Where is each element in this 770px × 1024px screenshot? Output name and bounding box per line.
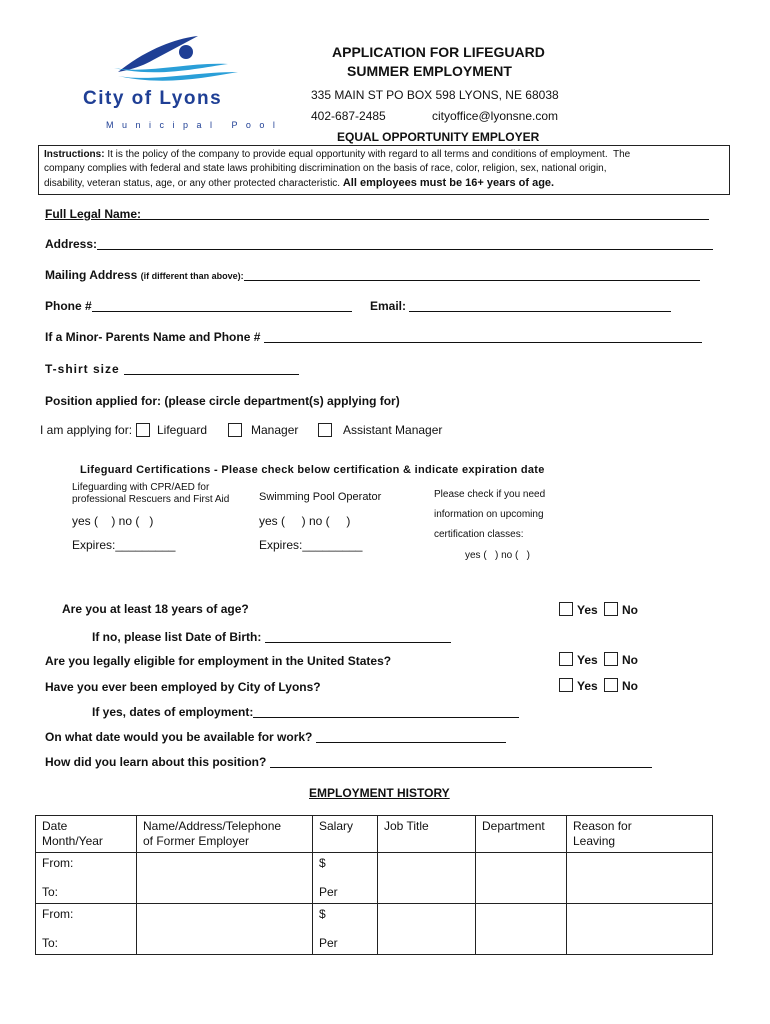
header-date: Date Month/Year xyxy=(36,816,137,853)
assistant-manager-checkbox[interactable] xyxy=(318,423,332,437)
age-no-label: No xyxy=(622,603,638,617)
header-department: Department xyxy=(476,816,567,853)
address-field[interactable] xyxy=(45,237,713,251)
department-cell[interactable] xyxy=(476,904,567,955)
date-cell[interactable]: From: To: xyxy=(36,904,137,955)
employed-no-label: No xyxy=(622,679,638,693)
reason-cell[interactable] xyxy=(567,904,713,955)
instructions-line3: disability, veteran status, age, or any other protected characteristic. All employees must be 16+ years of age. xyxy=(44,177,555,189)
learn-label: How did you learn about this position? xyxy=(45,755,267,769)
employer-cell[interactable] xyxy=(137,904,313,955)
salary-cell[interactable]: $ Per xyxy=(313,904,378,955)
cert-col1-yesno[interactable]: yes ( ) no ( ) xyxy=(72,514,154,528)
age-no-checkbox[interactable] xyxy=(604,602,618,616)
job-title-cell[interactable] xyxy=(378,853,476,904)
cert-col1-expires[interactable]: Expires:_________ xyxy=(72,538,176,552)
assistant-manager-option: Assistant Manager xyxy=(343,423,443,437)
form-title-line2: SUMMER EMPLOYMENT xyxy=(347,63,512,79)
swimmer-logo-icon xyxy=(78,28,268,88)
job-title-cell[interactable] xyxy=(378,904,476,955)
age-yes-label: Yes xyxy=(577,603,598,617)
full-name-field[interactable] xyxy=(45,207,709,221)
header-reason: Reason for Leaving xyxy=(567,816,713,853)
employment-dates-field[interactable] xyxy=(92,705,519,719)
address-label: Address: xyxy=(45,237,98,251)
cert-col2-title: Swimming Pool Operator xyxy=(259,491,382,503)
eligible-no-label: No xyxy=(622,653,638,667)
available-date-field[interactable] xyxy=(45,730,506,744)
eligible-yes-label: Yes xyxy=(577,653,598,667)
department-cell[interactable] xyxy=(476,853,567,904)
employed-question: Have you ever been employed by City of Lyons? xyxy=(45,680,321,694)
manager-option: Manager xyxy=(251,423,299,437)
table-row[interactable] xyxy=(36,904,713,955)
employed-yes-label: Yes xyxy=(577,679,598,693)
lifeguard-checkbox[interactable] xyxy=(136,423,150,437)
salary-cell[interactable]: $ Per xyxy=(313,853,378,904)
employment-dates-label: If yes, dates of employment: xyxy=(92,705,254,719)
header-job-title: Job Title xyxy=(378,816,476,853)
header-salary: Salary xyxy=(313,816,378,853)
logo-subtitle: M u n i c i p a l P o o l xyxy=(106,120,278,130)
header-phone: 402-687-2485 xyxy=(311,109,386,123)
phone-label: Phone # xyxy=(45,299,92,313)
eligible-question: Are you legally eligible for employment in the United States? xyxy=(45,654,392,668)
logo-name: City of Lyons xyxy=(83,88,223,109)
employed-no-checkbox[interactable] xyxy=(604,678,618,692)
email-label: Email: xyxy=(370,299,407,313)
eligible-no-checkbox[interactable] xyxy=(604,652,618,666)
form-title-line1: APPLICATION FOR LIFEGUARD xyxy=(332,44,545,60)
instructions-label: Instructions: xyxy=(44,149,105,160)
cert-col1-line2: professional Rescuers and First Aid xyxy=(72,494,230,505)
cert-col3-yesno[interactable]: yes ( ) no ( ) xyxy=(465,550,531,561)
tshirt-field[interactable] xyxy=(45,362,299,376)
position-heading: Position applied for: (please circle department(s) applying for) xyxy=(45,394,400,408)
full-name-label: Full Legal Name: xyxy=(45,207,142,221)
dob-label: If no, please list Date of Birth: xyxy=(92,630,262,644)
employed-yes-checkbox[interactable] xyxy=(559,678,573,692)
cert-col3-line1: Please check if you need xyxy=(434,489,546,500)
eligible-yes-checkbox[interactable] xyxy=(559,652,573,666)
age-question: Are you at least 18 years of age? xyxy=(62,602,249,616)
reason-cell[interactable] xyxy=(567,853,713,904)
tshirt-label: T-shirt size xyxy=(45,362,120,376)
cert-col2-yesno[interactable]: yes ( ) no ( ) xyxy=(259,514,351,528)
instructions-line1: Instructions: It is the policy of the company to provide equal opportunity with regard to all terms and conditions of employment. The xyxy=(44,149,631,160)
mailing-address-field[interactable] xyxy=(45,268,700,282)
certifications-heading: Lifeguard Certifications - Please check below certification & indicate expiration date xyxy=(80,464,545,476)
cert-col2-expires[interactable]: Expires:_________ xyxy=(259,538,363,552)
available-label: On what date would you be available for work? xyxy=(45,730,313,744)
city-logo xyxy=(78,28,278,133)
table-header-row xyxy=(36,816,713,853)
header-address: 335 MAIN ST PO BOX 598 LYONS, NE 68038 xyxy=(311,88,559,102)
mailing-note: (if different than above): xyxy=(140,271,244,281)
learn-position-field[interactable] xyxy=(45,755,652,769)
dob-field[interactable] xyxy=(92,630,451,644)
phone-field[interactable] xyxy=(45,299,352,313)
employer-cell[interactable] xyxy=(137,853,313,904)
instructions-line2: company complies with federal and state laws prohibiting discrimination on the basis of race, color, religion, sex, national origin, xyxy=(44,163,607,174)
header-employer: Name/Address/Telephone of Former Employer xyxy=(137,816,313,853)
date-cell[interactable]: From: To: xyxy=(36,853,137,904)
employment-history-table xyxy=(35,815,713,955)
eoe-heading: EQUAL OPPORTUNITY EMPLOYER xyxy=(337,130,540,144)
table-row[interactable] xyxy=(36,853,713,904)
age-yes-checkbox[interactable] xyxy=(559,602,573,616)
employment-history-title: EMPLOYMENT HISTORY xyxy=(309,786,450,800)
header-email: cityoffice@lyonsne.com xyxy=(432,109,559,123)
minor-label: If a Minor- Parents Name and Phone # xyxy=(45,330,261,344)
lifeguard-option: Lifeguard xyxy=(157,423,208,437)
cert-col3-line3: certification classes: xyxy=(434,529,524,540)
age-requirement: All employees must be 16+ years of age. xyxy=(342,177,555,189)
cert-col3-line2: information on upcoming xyxy=(434,509,544,520)
minor-parent-field[interactable] xyxy=(45,330,702,344)
manager-checkbox[interactable] xyxy=(228,423,242,437)
email-field[interactable] xyxy=(370,299,671,313)
applying-label: I am applying for: xyxy=(40,423,133,437)
cert-col1-line1: Lifeguarding with CPR/AED for xyxy=(72,482,210,493)
mailing-label: Mailing Address xyxy=(45,268,138,282)
